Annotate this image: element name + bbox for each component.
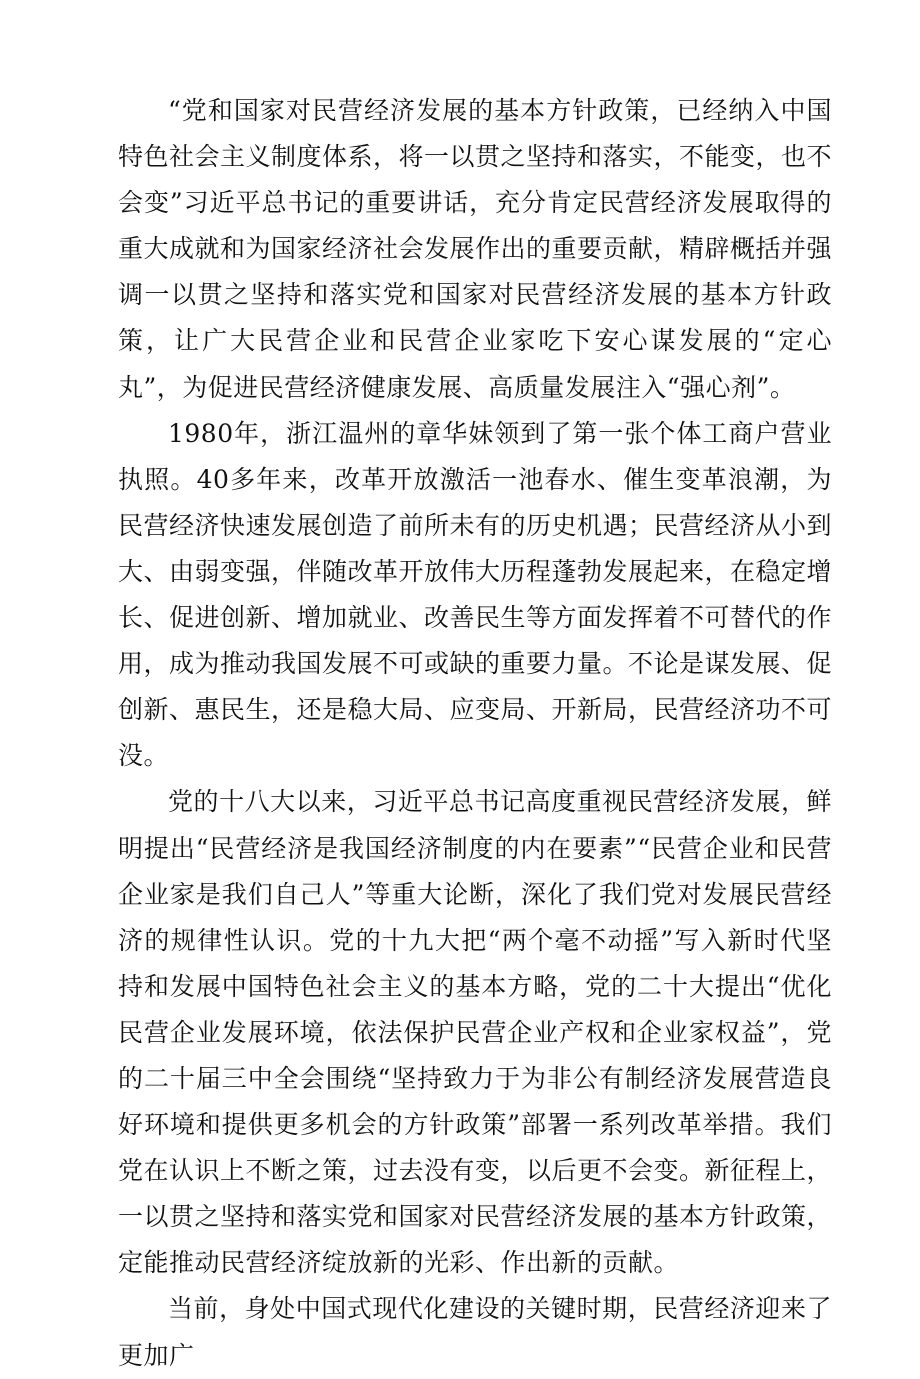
paragraph-3: 党的十八大以来，习近平总书记高度重视民营经济发展，鲜明提出“民营经济是我国经济制度的内在要素”“民营企业和民营企业家是我们自己人”等重大论断，深化了我们党对发展民营经济的规律性认识。党的十九大把“两个毫不动摇”写入新时代坚持和发展中国特色社会主义的基本方略，党的二十大提出“优化民营企业发展环境，依法保护民营企业产权和企业家权益”，党的二十届三中全会围绕“坚持致力于为非公有制经济发展营造良好环境和提供更多机会的方针政策”部署一系列改革举措。我们党在认识上不断之策，过去没有变，以后更不会变。新征程上，一以贯之坚持和落实党和国家对民营经济发展的基本方针政策，定能推动民营经济绽放新的光彩、作出新的贡献。: [118, 787, 833, 1278]
paragraph-4: 当前，身处中国式现代化建设的关键时期，民营经济迎来了更加广: [118, 1294, 832, 1370]
paragraph-2: 1980年，浙江温州的章华妹领到了第一张个体工商户营业执照。40多年来，改革开放激活一池春水、催生变革浪潮，为民营经济快速发展创造了前所未有的历史机遇；民营经济从小到大、由弱变强，伴随改革开放伟大历程蓬勃发展起来，在稳定增长、促进创新、增加就业、改善民生等方面发挥着不可替代的作用，成为推动我国发展不可或缺的重要力量。不论是谋发展、促创新、惠民生，还是稳大局、应变局、开新局，民营经济功不可没。: [118, 418, 833, 771]
paragraph-1: “党和国家对民营经济发展的基本方针政策，已经纳入中国特色社会主义制度体系，将一以贯之坚持和落实，不能变，也不会变”习近平总书记的重要讲话，充分肯定民营经济发展取得的重大成就和为国家经济社会发展作出的重要贡献，精辟概括并强调一以贯之坚持和落实党和国家对民营经济发展的基本方针政策，让广大民营企业和民营企业家吃下安心谋发展的“定心丸”，为促进民营经济健康发展、高质量发展注入“强心剂”。: [118, 96, 833, 402]
document-page: [118, 88, 832, 1379]
